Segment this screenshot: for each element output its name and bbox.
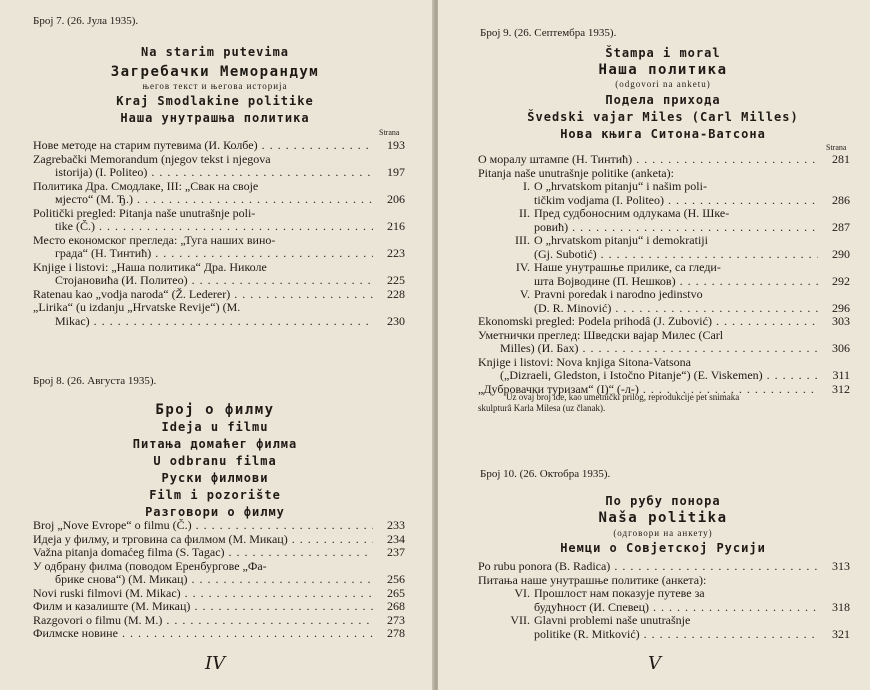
toc-entry-number: II. [519, 206, 530, 220]
page-number-right: V [648, 653, 661, 674]
toc-entry-text: У одбрану филма (поводом Еренбургове „Фа- [33, 558, 267, 573]
toc-page-number: 233 [387, 518, 405, 532]
toc-entry [478, 587, 850, 614]
toc-page-number: 256 [387, 572, 405, 586]
toc-entry-number: IV. [515, 260, 530, 274]
issue-7-title-2: Загребачки Меморандум [110, 64, 320, 80]
issue-9-subtitle: (odgovori na anketu) [615, 79, 711, 89]
toc-entry-text: „Lirika“ (u izdanju „Hrvatske Revije“) (M. [33, 300, 241, 314]
toc-entry [478, 356, 850, 383]
toc-entry [33, 288, 405, 302]
issue-10-header: Број 10. (26. Октобра 1935). [480, 468, 611, 480]
toc-entry [33, 519, 405, 533]
toc-page-number: 321 [832, 626, 850, 641]
toc-entry-text: Zagrebački Memorandum (njegov tekst i njegova [33, 151, 271, 166]
toc-page-number: 197 [387, 165, 405, 179]
toc-entry [478, 153, 850, 167]
issue-7-title-1: Na starim putevima [140, 45, 290, 59]
issue-9-note [478, 392, 850, 414]
issue-8-title-1: Број о филму [155, 402, 275, 418]
toc-entry-text: V. Pravni poredak i narodno jedinstvo [478, 288, 850, 302]
toc-entry-text: Politički pregled: Pitanja naše unutrašnje poli- [33, 205, 256, 220]
issue-9-title-3: Подела прихода [605, 93, 721, 107]
issue-10-title-1: По рубу понора [605, 494, 721, 508]
issue-8-title-3: Питања домаћег филма [132, 437, 298, 451]
toc-entry [33, 180, 405, 207]
toc-page-number: 306 [832, 341, 850, 355]
toc-entry-text: („Dizraeli, Gledston, i Istočno Pitanje“) (E. Viskemen) . . . [500, 369, 818, 383]
toc-entry-text: „Дубровачки туризам“ (I)“ (-л-) . . . [478, 383, 818, 397]
toc-page-number: 286 [832, 192, 850, 207]
toc-entry-text: Филмске новине . . . [33, 627, 373, 641]
toc-entry-text: Идеја у филму, и трговина са филмом (М. Микац) . . . [33, 533, 373, 547]
toc-page-number: 278 [387, 626, 405, 640]
toc-entry [33, 533, 405, 547]
toc-entry [33, 560, 405, 587]
toc-entry-text: Mikac) . . . [55, 315, 373, 329]
issue-7-title-4: Наша унутрашња политика [120, 111, 310, 125]
toc-entry-text: Pitanja naše unutrašnje politike (anketa): [478, 165, 674, 180]
issue-8-header: Број 8. (26. Августа 1935). [33, 375, 157, 387]
toc-entry-text: Нове методе на старим путевима (И. Колбе) . . . [33, 139, 373, 153]
toc-entry-text: Политика Дра. Смодлаке, III: „Свак на своје [33, 178, 259, 193]
toc-entry [478, 614, 850, 641]
toc-entry-text: ровић) . . . [534, 221, 818, 235]
toc-entry-number: I. [523, 179, 530, 193]
toc-entry-text: Razgovori o filmu (M. M.) . . . [33, 614, 373, 628]
note-line-2: skulpturâ Karla Milesa (uz članak). [478, 403, 606, 413]
issue-10-subtitle: (одговори на анкету) [613, 528, 713, 538]
toc-page-number: 230 [387, 313, 405, 328]
issue-8-title-2: Ideja u filmu [161, 420, 269, 434]
toc-entry-text: Knjige i listovi: „Наша политика“ Дра. Николе [33, 259, 267, 274]
toc-entry-text: Novi ruski filmovi (M. Mikac) . . . [33, 587, 373, 601]
toc-entry [478, 167, 850, 181]
toc-entry-text: politike (R. Mitković) . . . [534, 628, 818, 642]
toc-entry-text: IV. Наше унутрашње прилике, са гледи- [478, 261, 850, 275]
toc-page-number: 312 [832, 381, 850, 396]
toc-entry-text: Važna pitanja domaćeg filma (S. Tagac) . . . [33, 546, 373, 560]
note-line-1: Uz ovaj broj ide, kao umetnički prilog, reprodukcije pet snimaka [506, 392, 740, 402]
toc-entry-text: Knjige i listovi: Nova knjiga Sitona-Vatsona [478, 354, 691, 369]
toc-entry [33, 234, 405, 261]
toc-entry-text: VII. Glavni problemi naše unutrašnje [478, 614, 850, 628]
issue-8-title-6: Film i pozorište [149, 488, 281, 502]
toc-entry [478, 574, 850, 588]
issue-10-toc [478, 560, 850, 641]
toc-page-number: 281 [832, 152, 850, 166]
page-number-left: IV [205, 653, 226, 674]
toc-entry [33, 587, 405, 601]
toc-entry-text: мјесто“ (М. Ђ.) . . . [55, 193, 373, 207]
issue-7-title-3: Kraj Smodlakine politike [116, 94, 314, 108]
toc-entry-number: V. [519, 287, 530, 301]
toc-entry-text: брике снова“) (М. Микац) . . . [55, 573, 373, 587]
right-page [438, 0, 870, 690]
toc-entry [33, 627, 405, 641]
toc-page-number: 223 [387, 246, 405, 260]
toc-entry-text: I. O „hrvatskom pitanju“ i našim poli- [478, 180, 850, 194]
toc-entry-number: VII. [510, 613, 530, 627]
issue-7-header: Број 7. (26. Јула 1935). [33, 15, 139, 27]
toc-entry-text: Po rubu ponora (B. Radica) . . . [478, 560, 818, 574]
left-page [0, 0, 434, 690]
issue-9-title-2: Наша политика [598, 62, 728, 78]
issue-8-title-7: Разговори о филму [145, 505, 285, 519]
toc-page-number: 193 [387, 138, 405, 152]
toc-entry-text: Питања наше унутрашње политике (анкета): [478, 572, 707, 587]
issue-8-title-5: Руски филмови [161, 471, 269, 485]
toc-entry-text: О моралу штампе (Н. Тинтић) . . . [478, 153, 818, 167]
toc-entry-text: шта Војводине (П. Нешков) . . . [534, 275, 818, 289]
issue-9-title-4: Švedski vajar Miles (Carl Milles) [527, 110, 799, 124]
toc-page-number: 303 [832, 314, 850, 328]
toc-page-number: 206 [387, 192, 405, 206]
toc-page-number: 287 [832, 219, 850, 234]
issue-9-title-5: Нова књига Ситона-Ватсона [560, 127, 766, 141]
toc-entry-text: Филм и казалиште (М. Микац) . . . [33, 600, 373, 614]
toc-entry [33, 139, 405, 153]
toc-entry-text: Ratenau kao „vodja naroda“ (Ž. Lederer) . . . [33, 288, 373, 302]
issue-10-title-2: Naša politika [598, 510, 728, 526]
toc-entry [478, 207, 850, 234]
toc-entry-text: (Gj. Subotić) . . . [534, 248, 818, 262]
issue-8-toc [33, 519, 405, 641]
issue-9-header: Број 9. (26. Септембра 1935). [480, 27, 617, 39]
toc-entry-text: Место економског прегледа: „Туга наших вино- [33, 232, 276, 247]
toc-entry [33, 207, 405, 234]
toc-entry [478, 329, 850, 356]
toc-entry-text: Уметнички преглед: Шведски вајар Милес (Carl [478, 327, 724, 342]
toc-entry-text: будућност (И. Спевец) . . . [534, 601, 818, 615]
toc-page-number: 216 [387, 219, 405, 233]
toc-entry-text: Стојановића (И. Политео) . . . [55, 274, 373, 288]
toc-entry-text: Broj „Nove Evrope“ o filmu (Č.) . . . [33, 519, 373, 533]
toc-entry-number: VI. [514, 586, 530, 600]
toc-entry [478, 315, 850, 329]
toc-entry [478, 234, 850, 261]
toc-entry [33, 614, 405, 628]
issue-9-title-1: Štampa i moral [605, 46, 721, 60]
toc-entry [33, 153, 405, 180]
toc-entry-text: VI. Прошлост нам показује путеве за [478, 587, 850, 601]
toc-entry-text: II. Пред судбоносним одлукама (Н. Шке- [478, 207, 850, 221]
toc-page-number: 225 [387, 273, 405, 287]
toc-entry-text: tike (Č.) . . . [55, 220, 373, 234]
toc-entry [33, 261, 405, 288]
toc-page-number: 268 [387, 599, 405, 613]
toc-entry-text: istorija) (I. Politeo) . . . [55, 166, 373, 180]
toc-page-number: 313 [832, 559, 850, 573]
toc-page-number: 296 [832, 300, 850, 315]
toc-entry-text: III. O „hrvatskom pitanju“ i demokratiji [478, 234, 850, 248]
toc-entry [33, 301, 405, 328]
toc-entry-text: Milles) (И. Бах) . . . [500, 342, 818, 356]
issue-7-toc [33, 139, 405, 328]
toc-page-number: 273 [387, 612, 405, 627]
toc-page-number: 237 [387, 545, 405, 559]
strana-label-right: Strana [826, 143, 847, 152]
issue-8-title-4: U odbranu filma [153, 454, 277, 468]
toc-page-number: 265 [387, 585, 405, 600]
toc-entry-number: III. [515, 233, 530, 247]
toc-entry [33, 546, 405, 560]
toc-page-number: 318 [832, 599, 850, 614]
toc-entry [478, 288, 850, 315]
toc-entry-text: Ekonomski pregled: Podela prihodâ (J. Zubović) . . . [478, 315, 818, 329]
toc-page-number: 234 [387, 531, 405, 546]
toc-entry [33, 600, 405, 614]
toc-entry-text: tičkim vodjama (I. Politeo) . . . [534, 194, 818, 208]
toc-page-number: 292 [832, 273, 850, 288]
toc-page-number: 311 [832, 368, 850, 382]
strana-label-left: Strana [379, 128, 400, 137]
toc-entry [478, 560, 850, 574]
issue-9-toc [478, 153, 850, 396]
toc-entry [478, 180, 850, 207]
issue-10-title-3: Немци о Совјетској Русији [560, 541, 766, 555]
toc-page-number: 228 [387, 286, 405, 301]
toc-entry-text: (D. R. Minović) . . . [534, 302, 818, 316]
toc-entry [478, 261, 850, 288]
issue-7-subtitle: његов текст и његова историја [142, 81, 288, 91]
toc-entry-text: града“ (Н. Тинтић) . . . [55, 247, 373, 261]
toc-page-number: 290 [832, 246, 850, 261]
